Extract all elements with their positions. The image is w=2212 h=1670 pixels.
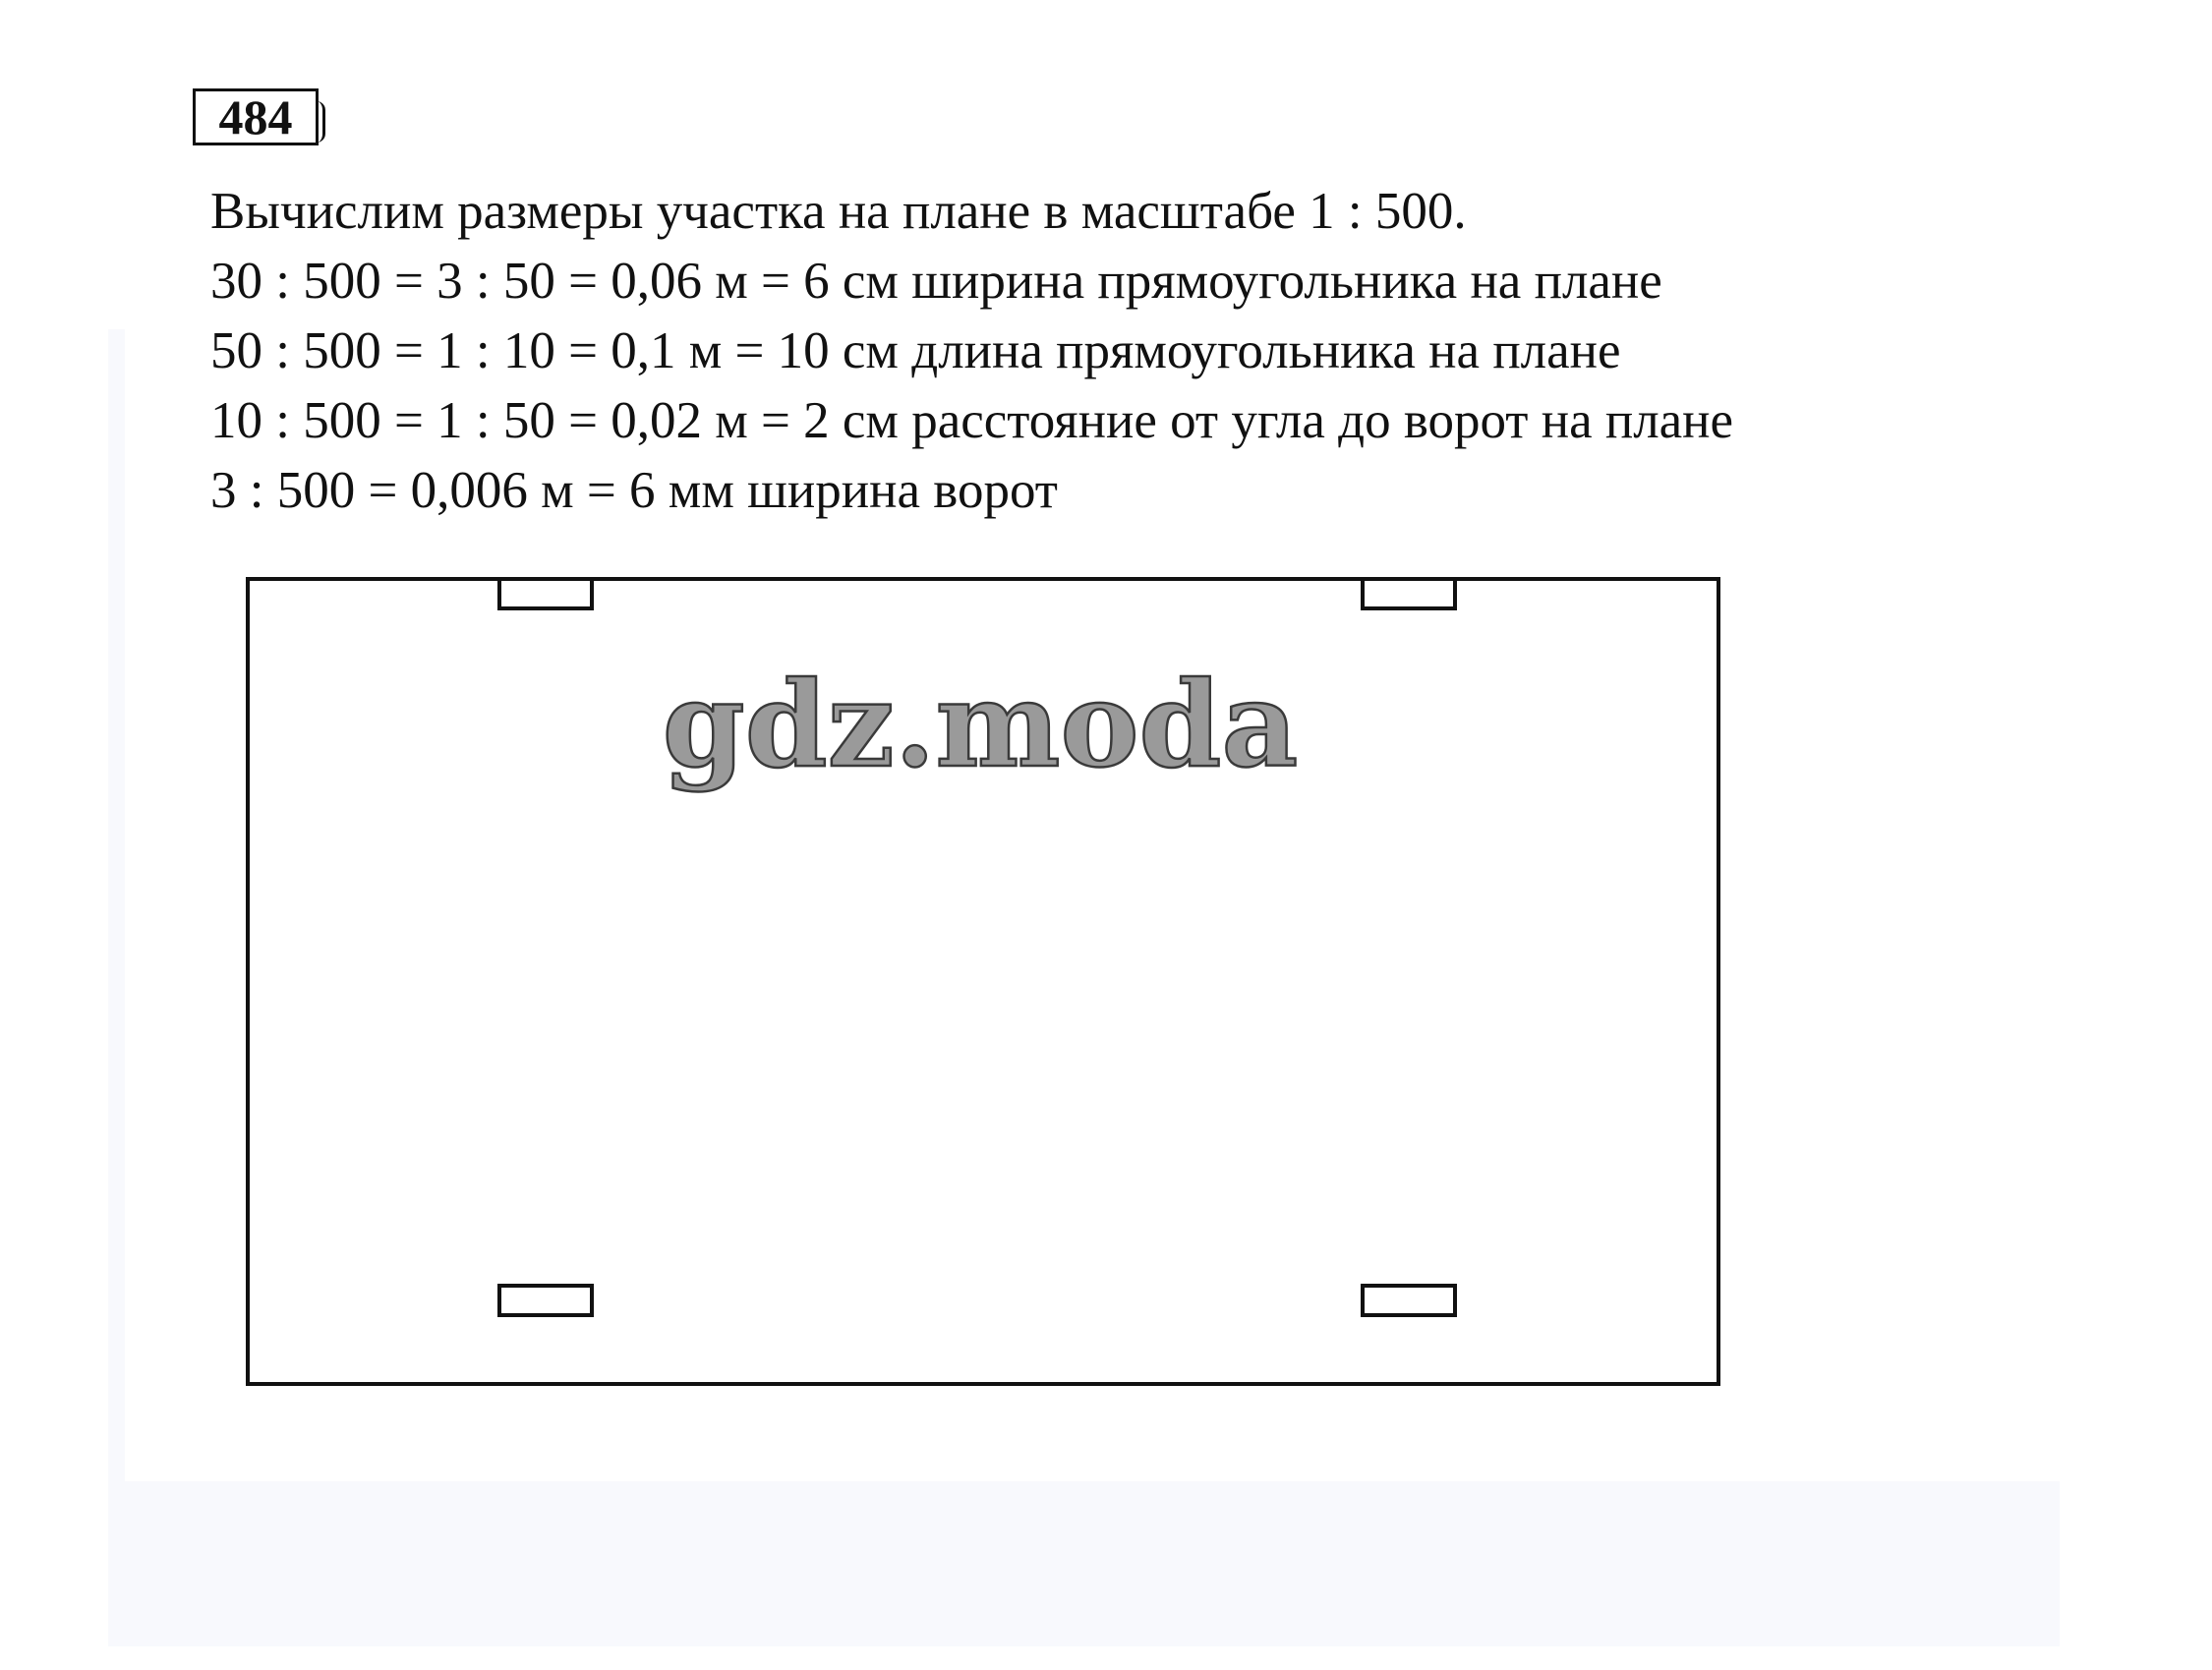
solution-line-length: 50 : 500 = 1 : 10 = 0,1 м = 10 см длина прямоугольника на плане (210, 322, 1621, 379)
solution-line-gate-width: 3 : 500 = 0,006 м = 6 мм ширина ворот (210, 462, 1058, 519)
plot-plan-diagram (246, 577, 1720, 1386)
gate-top-left (499, 579, 592, 608)
solution-line-width: 30 : 500 = 3 : 50 = 0,06 м = 6 см ширина прямоугольника на плане (210, 253, 1662, 310)
gate-top-right (1363, 579, 1455, 608)
problem-number: 484 (218, 89, 293, 144)
gate-bottom-right (1363, 1286, 1455, 1315)
problem-number-box (193, 88, 319, 145)
gate-bottom-left (499, 1286, 592, 1315)
solution-line-intro: Вычислим размеры участка на плане в масштабе 1 : 500. (210, 183, 1467, 240)
solution-line-gate-distance: 10 : 500 = 1 : 50 = 0,02 м = 2 см расстояние от угла до ворот на плане (210, 392, 1734, 449)
watermark: gdz.moda (662, 656, 1299, 794)
solution-text (210, 177, 1733, 526)
